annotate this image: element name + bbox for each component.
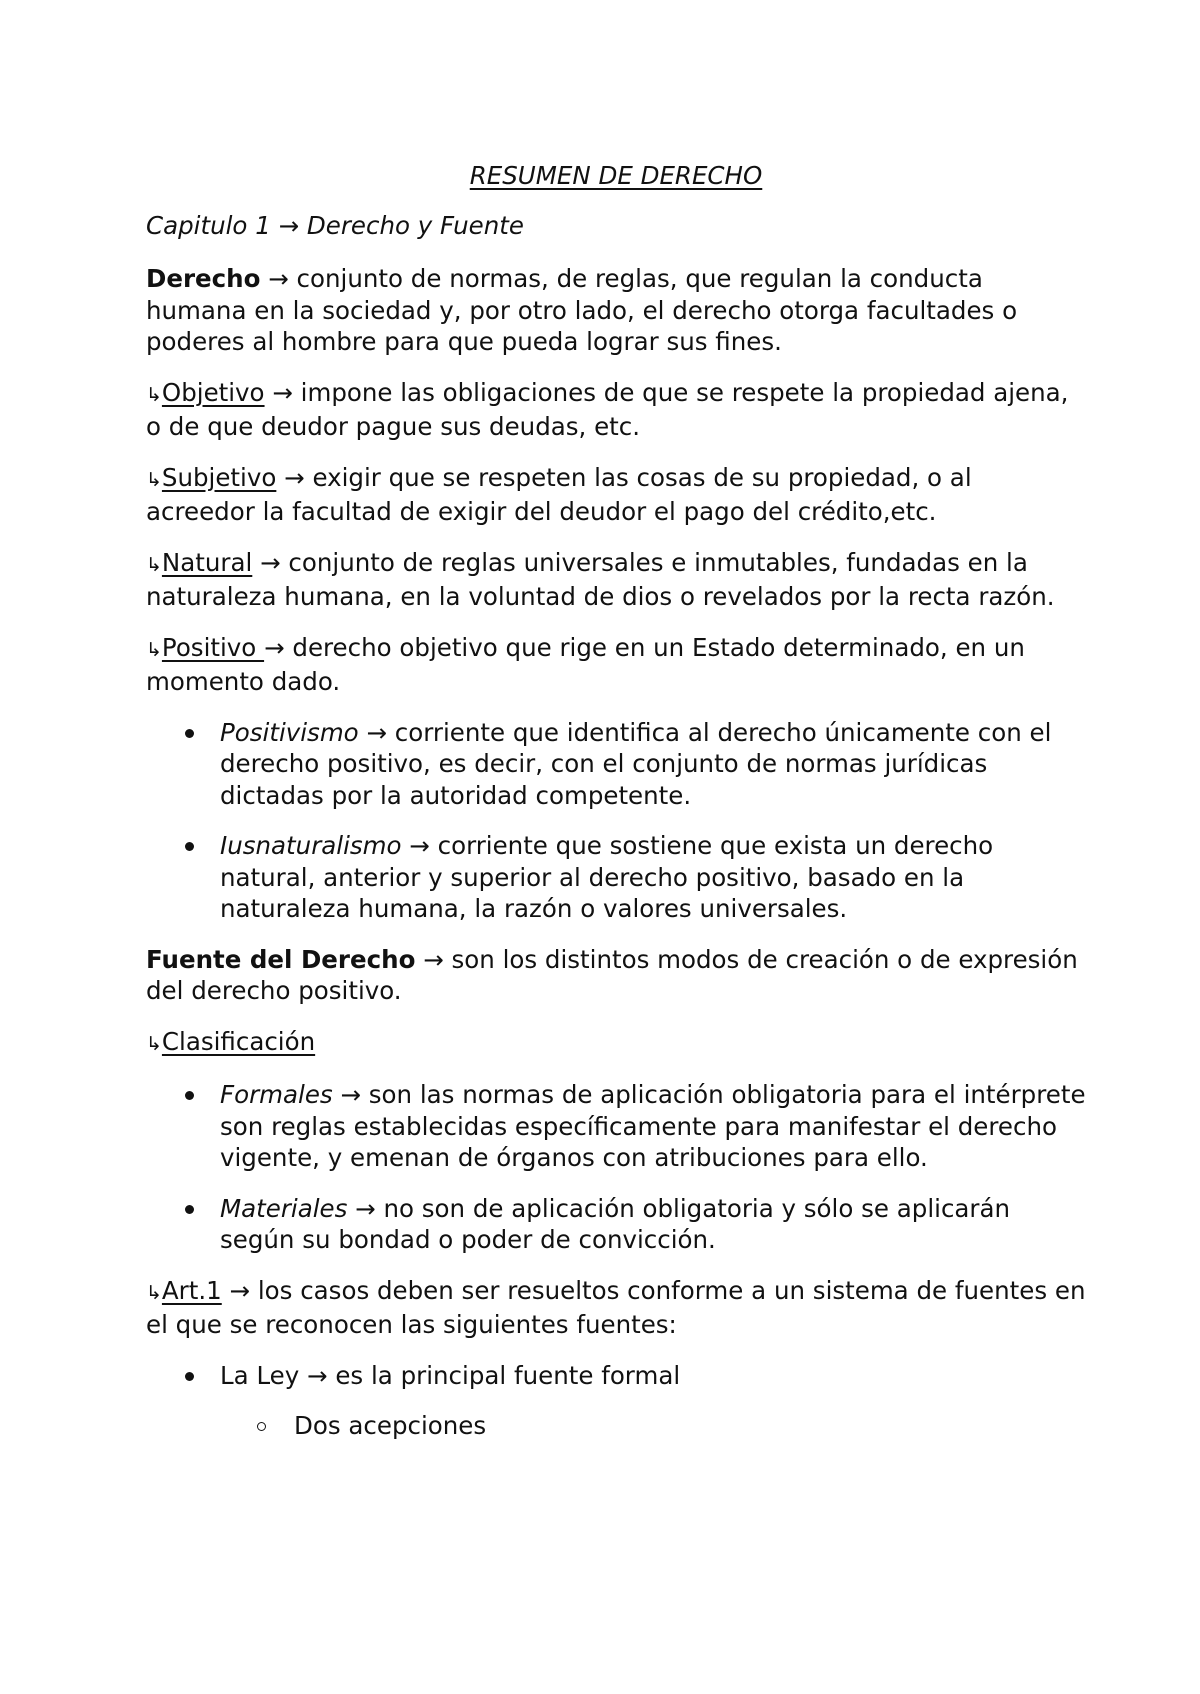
hook-arrow-icon: ↳ [146,553,162,576]
hook-arrow-icon: ↳ [146,468,162,491]
term-materiales: Materiales [220,1193,348,1223]
term-positivismo: Positivismo [220,717,359,747]
paragraph-natural [146,547,1086,613]
term-subjetivo: Subjetivo [161,462,277,492]
list-item [220,830,1086,925]
list-item [220,1193,1086,1256]
paragraph-fuente [146,944,1086,1007]
hook-arrow-icon: ↳ [146,383,162,406]
term-clasificacion: Clasificación [161,1026,316,1056]
term-positivo: Positivo [161,632,265,662]
corrientes-list [146,717,1086,925]
definition-subjetivo: → exigir que se respeten las cosas de su propiedad, o al acreedor la facultad de exigir del deudor el pago del crédito,etc. [146,462,972,526]
paragraph-clasificacion [146,1026,1086,1061]
term-derecho: Derecho [146,264,261,293]
paragraph-positivo [146,632,1086,698]
definition-fuente: → son los distintos modos de creación o de expresión del derecho positivo. [146,944,1078,1005]
definition-natural: → conjunto de reglas universales e inmutables, fundadas en la naturaleza humana, en la voluntad de dios o revelados por la recta razón. [146,547,1055,611]
definition-derecho: → conjunto de normas, de reglas, que regulan la conducta humana en la sociedad y, por otro lado, el derecho otorga facultades o poderes al hombre para que pueda lograr sus fines. [146,264,1018,356]
term-natural: Natural [161,547,253,577]
definition-materiales: → no son de aplicación obligatoria y sólo se aplicarán según su bondad o poder de convicción. [220,1193,1011,1254]
term-fuente-del-derecho: Fuente del Derecho [146,944,416,974]
list-item [220,1079,1086,1174]
hook-arrow-icon: ↳ [146,1281,162,1304]
definition-art1: → los casos deben ser resueltos conforme a un sistema de fuentes en el que se reconocen las siguientes fuentes: [146,1275,1086,1339]
document-title: RESUMEN DE DERECHO [469,161,763,190]
term-formales: Formales [220,1080,333,1109]
hook-arrow-icon: ↳ [146,638,162,661]
fuentes-tipos-list [146,1079,1086,1256]
term-iusnaturalismo: Iusnaturalismo [220,831,402,860]
term-art1: Art.1 [161,1275,222,1305]
item-la-ley: La Ley → es la principal fuente formal [220,1360,681,1390]
paragraph-objetivo [146,377,1086,443]
list-item [220,717,1086,812]
definition-iusnaturalismo: → corriente que sostiene que exista un derecho natural, anterior y superior al derecho positivo, basado en la naturaleza humana, la razón o valores universales. [220,831,994,923]
paragraph-art1 [146,1275,1086,1341]
paragraph-subjetivo [146,462,1086,528]
document-content [146,160,1086,1461]
term-objetivo: Objetivo [161,377,265,407]
item-dos-acepciones: Dos acepciones [294,1411,487,1440]
definition-positivismo: → corriente que identifica al derecho únicamente con el derecho positivo, es decir, con el conjunto de normas jurídicas dictadas por la autoridad competente. [220,717,1052,810]
paragraph-derecho [146,263,1086,358]
hook-arrow-icon: ↳ [146,1032,162,1055]
fuentes-list [146,1360,1086,1442]
chapter-heading: Capitulo 1 → Derecho y Fuente [146,210,524,240]
definition-objetivo: → impone las obligaciones de que se respete la propiedad ajena, o de que deudor pague sus deudas, etc. [146,377,1069,441]
definition-formales: → son las normas de aplicación obligatoria para el intérprete son reglas establecidas específicamente para manifestar el derecho vigente, y emenan de órganos con atribuciones para ello. [220,1080,1086,1172]
sub-list [220,1410,1086,1442]
definition-positivo: → derecho objetivo que rige en un Estado determinado, en un momento dado. [146,632,1025,696]
list-item [220,1360,1086,1442]
list-item [294,1410,1086,1442]
